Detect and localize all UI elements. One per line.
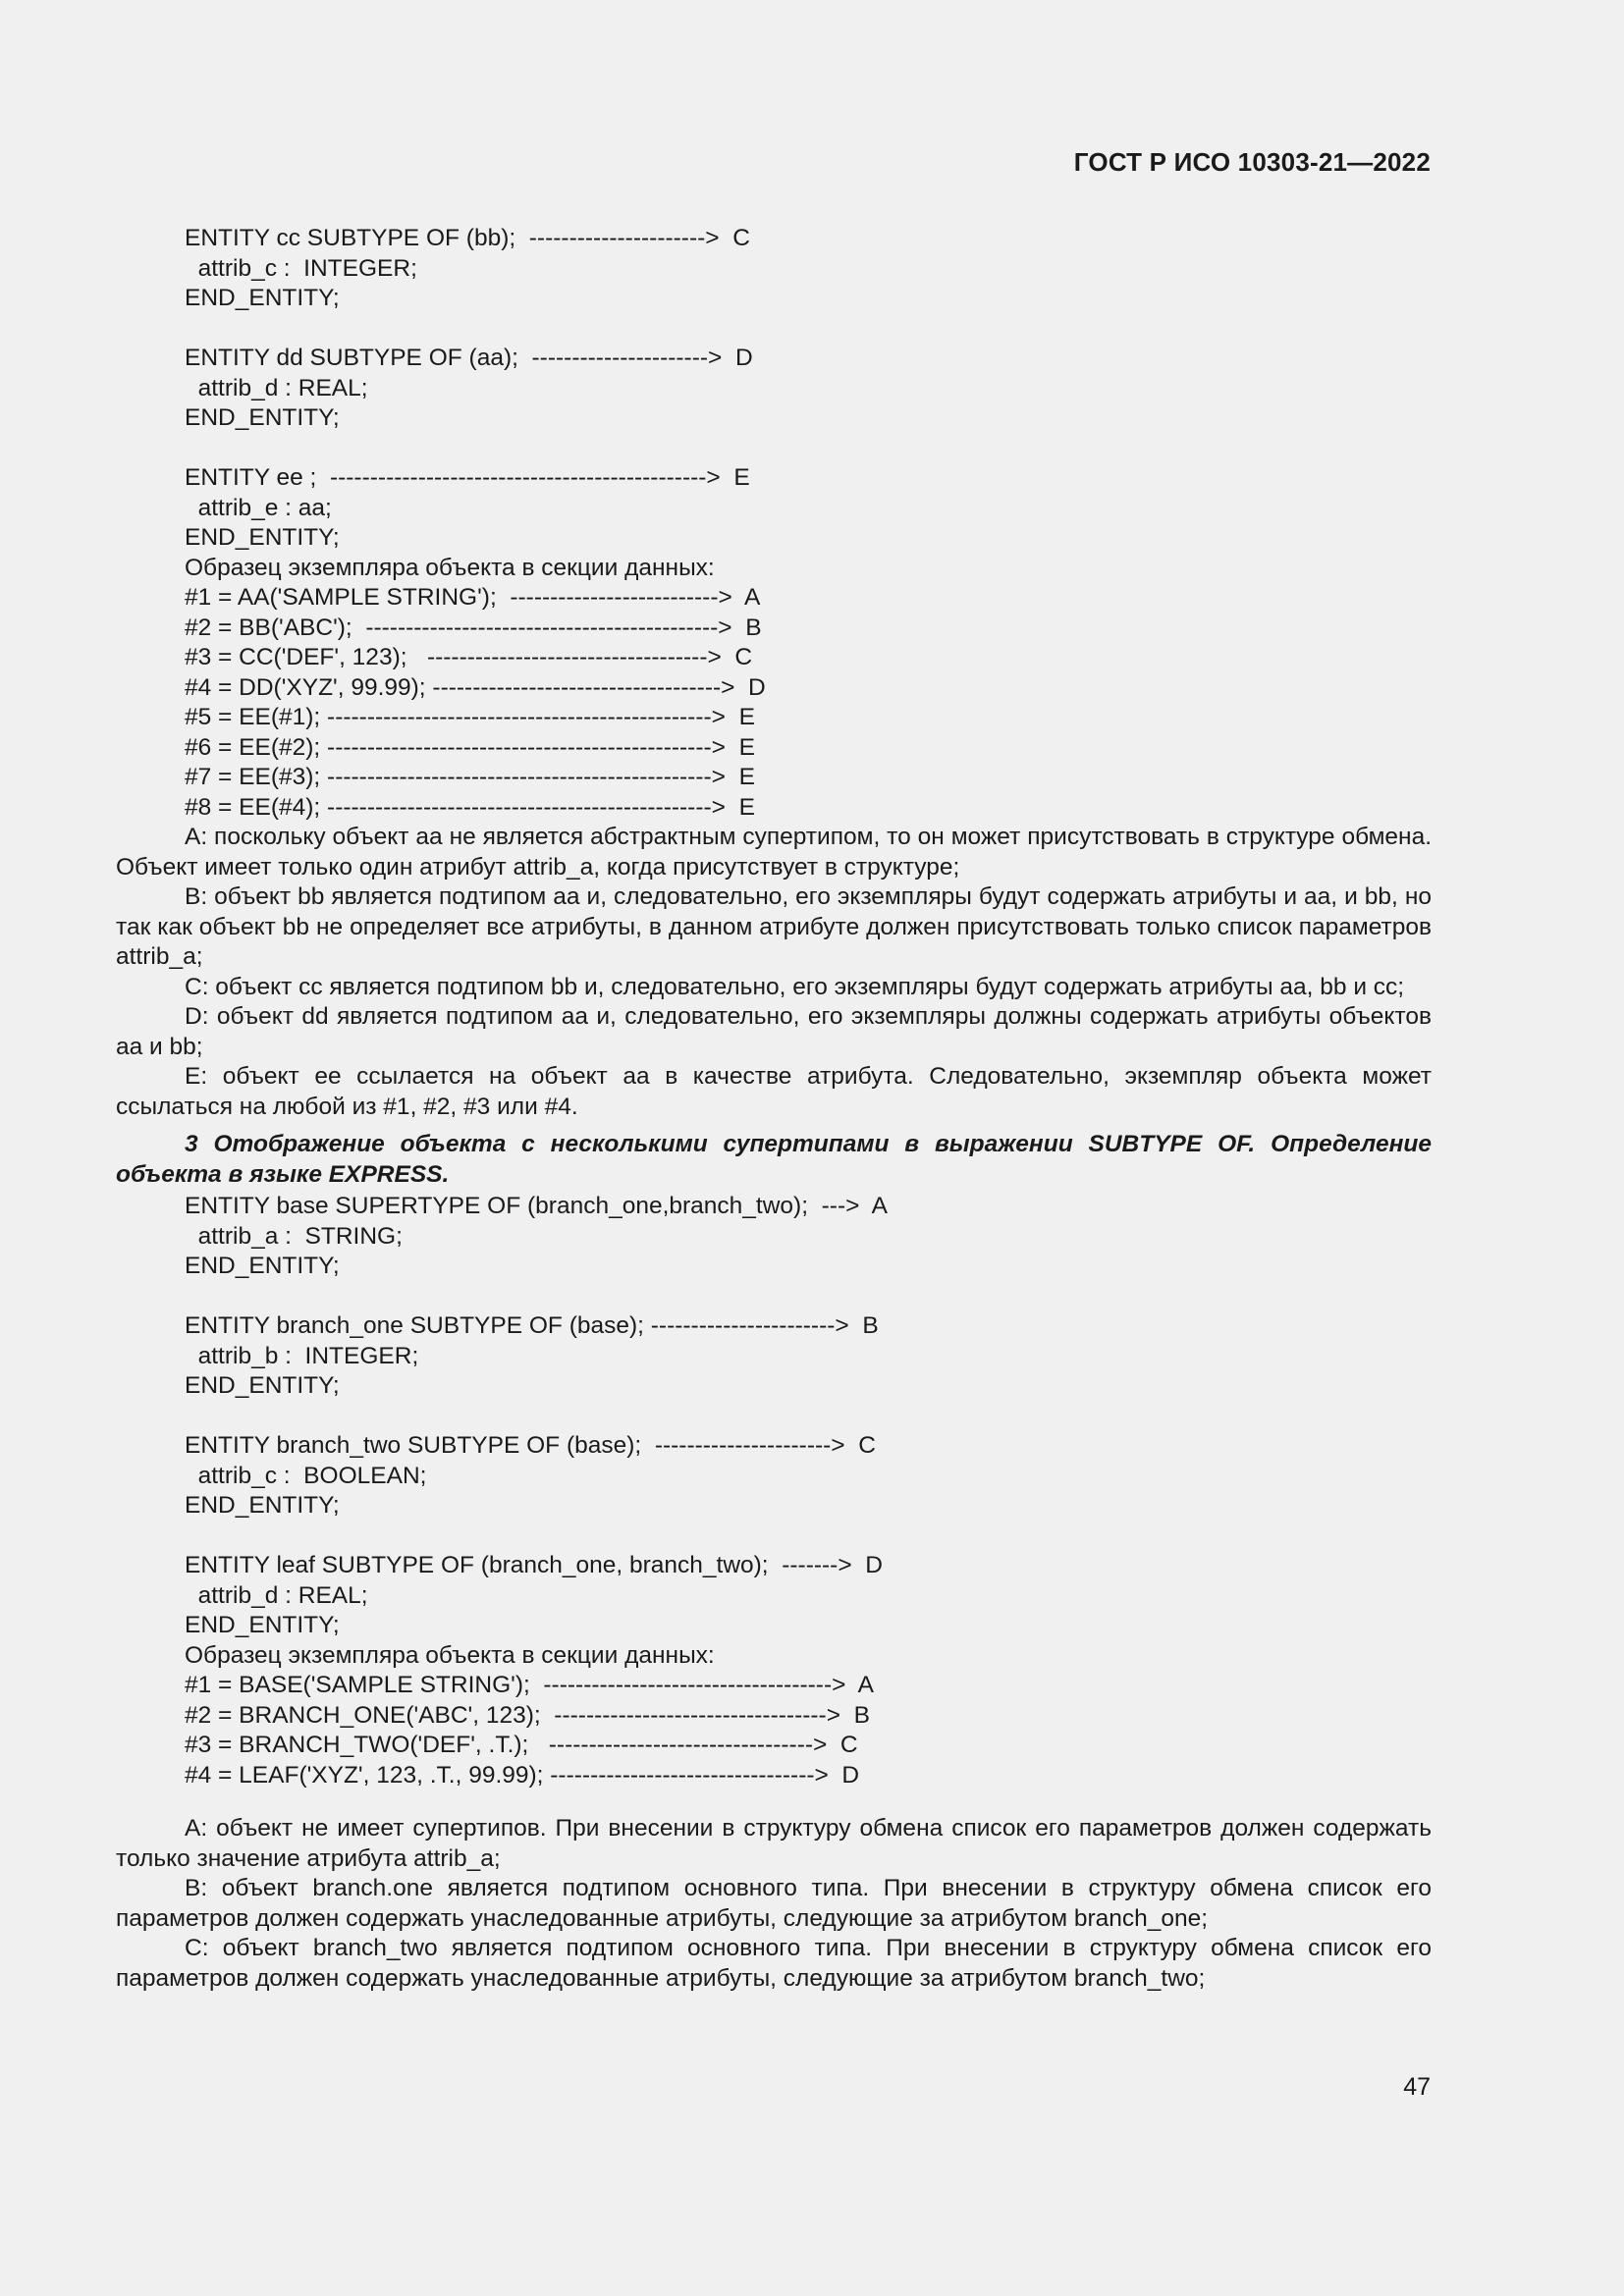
- explanation-paragraph: B: объект bb является подтипом аа и, следовательно, его экземпляры будут содержать атрибуты и аа, и bb, но так как объект bb не определяет все атрибуты, в данном атрибуте должен присутствовать только список параметров attrib_a;: [116, 883, 1432, 970]
- code-line: Образец экземпляра объекта в секции данных:: [185, 554, 715, 581]
- code-line: attrib_e : aa;: [185, 494, 332, 521]
- explanation-block-1: [116, 823, 1432, 1122]
- spacer: [116, 1790, 1432, 1814]
- code-line: #3 = BRANCH_TWO('DEF', .T.); ---------------------------------> C: [185, 1732, 858, 1758]
- blank-line: [116, 434, 1432, 464]
- explanation-paragraph: D: объект dd является подтипом аа и, следовательно, его экземпляры должны содержать атрибуты объектов аа и bb;: [116, 1003, 1432, 1060]
- code-line: ENTITY branch_two SUBTYPE OF (base); ----------------------> C: [185, 1432, 876, 1459]
- code-line: #1 = AA('SAMPLE STRING'); --------------------------> A: [185, 584, 761, 611]
- code-line: attrib_b : INTEGER;: [185, 1342, 419, 1369]
- explanation-paragraph: C: объект сс является подтипом bb и, следовательно, его экземпляры будут содержать атрибуты аа, bb и сс;: [185, 973, 1405, 1000]
- code-line: #6 = EE(#2); ------------------------------------------------> E: [185, 733, 755, 761]
- explanation-paragraph: B: объект branch.one является подтипом основного типа. При внесении в структуру обмена список его параметров должен содержать унаследованные атрибуты, следующие за атрибутом branch_one;: [116, 1875, 1432, 1932]
- page-number: 47: [1403, 2073, 1431, 2101]
- code-line: END_ENTITY;: [185, 1372, 340, 1399]
- code-line: END_ENTITY;: [185, 524, 340, 551]
- code-line: END_ENTITY;: [185, 1492, 340, 1519]
- code-line: ENTITY leaf SUBTYPE OF (branch_one, branch_two); -------> D: [185, 1552, 883, 1578]
- code-line: attrib_c : INTEGER;: [185, 254, 417, 282]
- explanation-block-2: [116, 1814, 1432, 1994]
- code-line: Образец экземпляра объекта в секции данных:: [185, 1641, 715, 1669]
- blank-line: [116, 1282, 1432, 1312]
- code-line: ENTITY base SUPERTYPE OF (branch_one,branch_two); ---> A: [185, 1193, 889, 1219]
- code-line: #1 = BASE('SAMPLE STRING'); ------------------------------------> A: [185, 1672, 875, 1698]
- code-line: attrib_a : STRING;: [185, 1222, 403, 1250]
- code-line: attrib_d : REAL;: [185, 1581, 368, 1609]
- code-line: END_ENTITY;: [185, 404, 340, 431]
- explanation-paragraph: A: поскольку объект аа не является абстрактным супертипом, то он может присутствовать в структуре обмена. Объект имеет только один атрибут attrib_a, когда присутствует в структуре;: [116, 824, 1432, 881]
- code-line: ENTITY dd SUBTYPE OF (aa); ----------------------> D: [185, 345, 753, 371]
- code-line: #5 = EE(#1); ------------------------------------------------> E: [185, 704, 755, 730]
- code-block-2: [116, 1192, 1432, 1790]
- code-line: END_ENTITY;: [185, 1612, 340, 1638]
- explanation-paragraph: E: объект ее ссылается на объект аа в качестве атрибута. Следовательно, экземпляр объекта может ссылаться на любой из #1, #2, #3 или #4.: [116, 1063, 1432, 1120]
- code-line: ENTITY cc SUBTYPE OF (bb); ----------------------> C: [185, 225, 750, 251]
- code-line: #4 = DD('XYZ', 99.99); ------------------------------------> D: [185, 673, 766, 701]
- code-line: #2 = BRANCH_ONE('ABC', 123); ----------------------------------> B: [185, 1701, 870, 1729]
- section-heading: 3 Отображение объекта с несколькими супертипами в выражении SUBTYPE OF. Определение объекта в языке EXPRESS.: [116, 1131, 1432, 1188]
- code-line: END_ENTITY;: [185, 285, 340, 311]
- code-line: #7 = EE(#3); ------------------------------------------------> E: [185, 764, 755, 790]
- code-line: #2 = BB('ABC'); --------------------------------------------> B: [185, 614, 762, 641]
- explanation-paragraph: A: объект не имеет супертипов. При внесении в структуру обмена список его параметров должен содержать только значение атрибута attrib_a;: [116, 1815, 1432, 1872]
- code-block-1: [116, 224, 1432, 823]
- code-line: attrib_d : REAL;: [185, 374, 368, 401]
- blank-line: [116, 314, 1432, 345]
- code-line: END_ENTITY;: [185, 1253, 340, 1279]
- explanation-paragraph: C: объект branch_two является подтипом основного типа. При внесении в структуру обмена список его параметров должен содержать унаследованные атрибуты, следующие за атрибутом branch_two;: [116, 1935, 1432, 1992]
- page-content: [116, 224, 1432, 1994]
- document-id: ГОСТ Р ИСО 10303-21—2022: [1073, 147, 1431, 177]
- code-line: #4 = LEAF('XYZ', 123, .T., 99.99); ---------------------------------> D: [185, 1761, 860, 1789]
- code-line: ENTITY ee ; -----------------------------------------------> E: [185, 464, 750, 491]
- blank-line: [116, 1522, 1432, 1552]
- code-line: #3 = CC('DEF', 123); -----------------------------------> C: [185, 644, 753, 670]
- blank-line: [116, 1402, 1432, 1432]
- code-line: ENTITY branch_one SUBTYPE OF (base); -----------------------> B: [185, 1312, 879, 1339]
- code-line: attrib_c : BOOLEAN;: [185, 1462, 427, 1489]
- code-line: #8 = EE(#4); ------------------------------------------------> E: [185, 793, 755, 821]
